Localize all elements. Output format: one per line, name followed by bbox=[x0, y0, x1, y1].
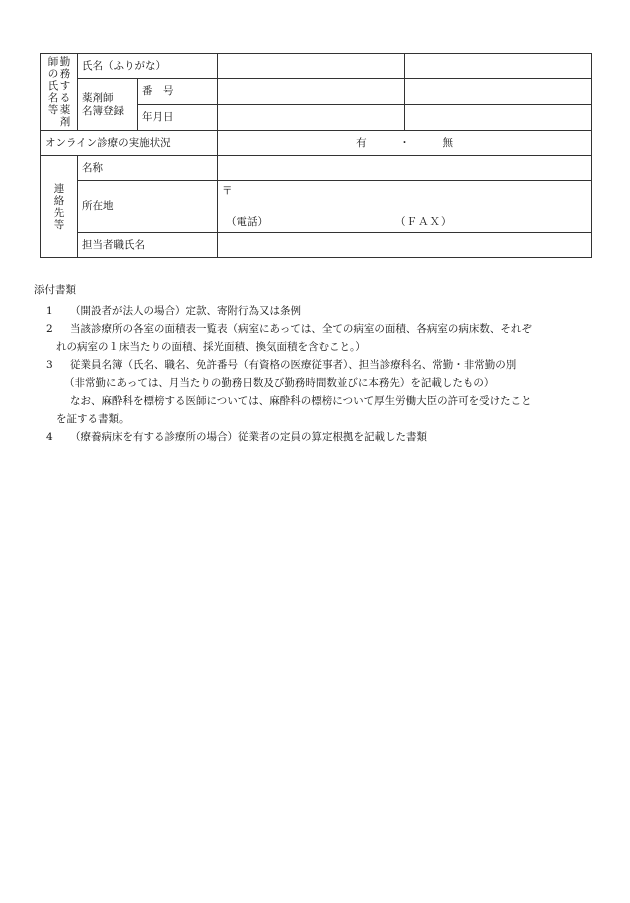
date-input-1[interactable] bbox=[218, 105, 405, 131]
attachment-item-3-line3: なお、麻酔科を標榜する医師については、麻酔科の標榜について厚生労働大臣の許可を受けたこと bbox=[70, 395, 532, 407]
date-input-2[interactable] bbox=[405, 105, 592, 131]
contact-group-label: 連 絡 先 等 bbox=[41, 156, 78, 258]
address-input[interactable] bbox=[218, 181, 592, 233]
attachment-item-1-text: （開設者が法人の場合）定款、寄附行為又は条例 bbox=[70, 305, 301, 317]
attachment-item-4-num: 4 bbox=[46, 431, 53, 443]
pharmacist-contact-form-table bbox=[40, 53, 592, 258]
date-label: 年月日 bbox=[138, 105, 218, 131]
registry-label-line2: 名簿登録 bbox=[82, 104, 124, 117]
attachment-item-2-line1: 当該診療所の各室の面積表一覧表（病室にあっては、全ての病室の面積、各病室の病床数、それぞ bbox=[70, 323, 532, 335]
fax-label: （ＦＡＸ） bbox=[395, 215, 453, 228]
attachment-item-3-line1: 従業員名簿（氏名、職名、免許番号（有資格の医療従事者）、担当診療科名、常勤・非常勤の別 bbox=[70, 359, 517, 371]
number-input-2[interactable] bbox=[405, 79, 592, 105]
online-no[interactable]: 無 bbox=[442, 136, 453, 149]
attachment-item-2-line2: れの病室の１床当たりの面積、採光面積、換気面積を含むこと。） bbox=[56, 341, 366, 353]
attachments-section bbox=[34, 281, 599, 446]
pharmacist-group-label-col1: 勤 務 す る 薬 剤 bbox=[59, 56, 71, 128]
attachment-item-1 bbox=[34, 302, 599, 320]
name-label: 氏名（ふりがな） bbox=[78, 54, 218, 79]
name-input-1[interactable] bbox=[218, 54, 405, 79]
attachments-heading: 添付書類 bbox=[34, 284, 76, 296]
attachment-item-4 bbox=[34, 428, 599, 446]
contact-name-label: 名称 bbox=[78, 156, 218, 181]
attachment-item-2 bbox=[34, 320, 599, 356]
online-yes[interactable]: 有 bbox=[356, 136, 367, 149]
postal-mark: 〒 bbox=[222, 184, 233, 197]
attachment-item-3-line2: （非常勤にあっては、月当たりの勤務日数及び勤務時間数並びに本務先）を記載したもの） bbox=[64, 377, 495, 389]
tel-label: （電話） bbox=[226, 215, 268, 228]
attachment-item-2-num: 2 bbox=[46, 323, 53, 335]
attachment-item-4-text: （療養病床を有する診療所の場合）従業者の定員の算定根拠を記載した書類 bbox=[70, 431, 427, 443]
registry-label bbox=[78, 79, 138, 131]
number-label: 番 号 bbox=[138, 79, 218, 105]
online-dot: ・ bbox=[399, 136, 410, 149]
attachment-item-3 bbox=[34, 356, 599, 428]
number-input-1[interactable] bbox=[218, 79, 405, 105]
pharmacist-group-label-col2: 師 の 氏 名 等 bbox=[47, 56, 59, 116]
attachment-item-3-num: 3 bbox=[46, 359, 53, 371]
person-input[interactable] bbox=[218, 233, 592, 258]
address-label: 所在地 bbox=[78, 181, 218, 233]
attachment-item-1-num: 1 bbox=[46, 305, 53, 317]
person-label: 担当者職氏名 bbox=[78, 233, 218, 258]
online-choice[interactable] bbox=[218, 131, 592, 156]
contact-name-input[interactable] bbox=[218, 156, 592, 181]
online-label: オンライン診療の実施状況 bbox=[41, 131, 218, 156]
attachment-item-3-line4: を証する書類。 bbox=[56, 413, 130, 425]
registry-label-line1: 薬剤師 bbox=[82, 91, 114, 104]
pharmacist-group-label bbox=[41, 54, 78, 131]
name-input-2[interactable] bbox=[405, 54, 592, 79]
